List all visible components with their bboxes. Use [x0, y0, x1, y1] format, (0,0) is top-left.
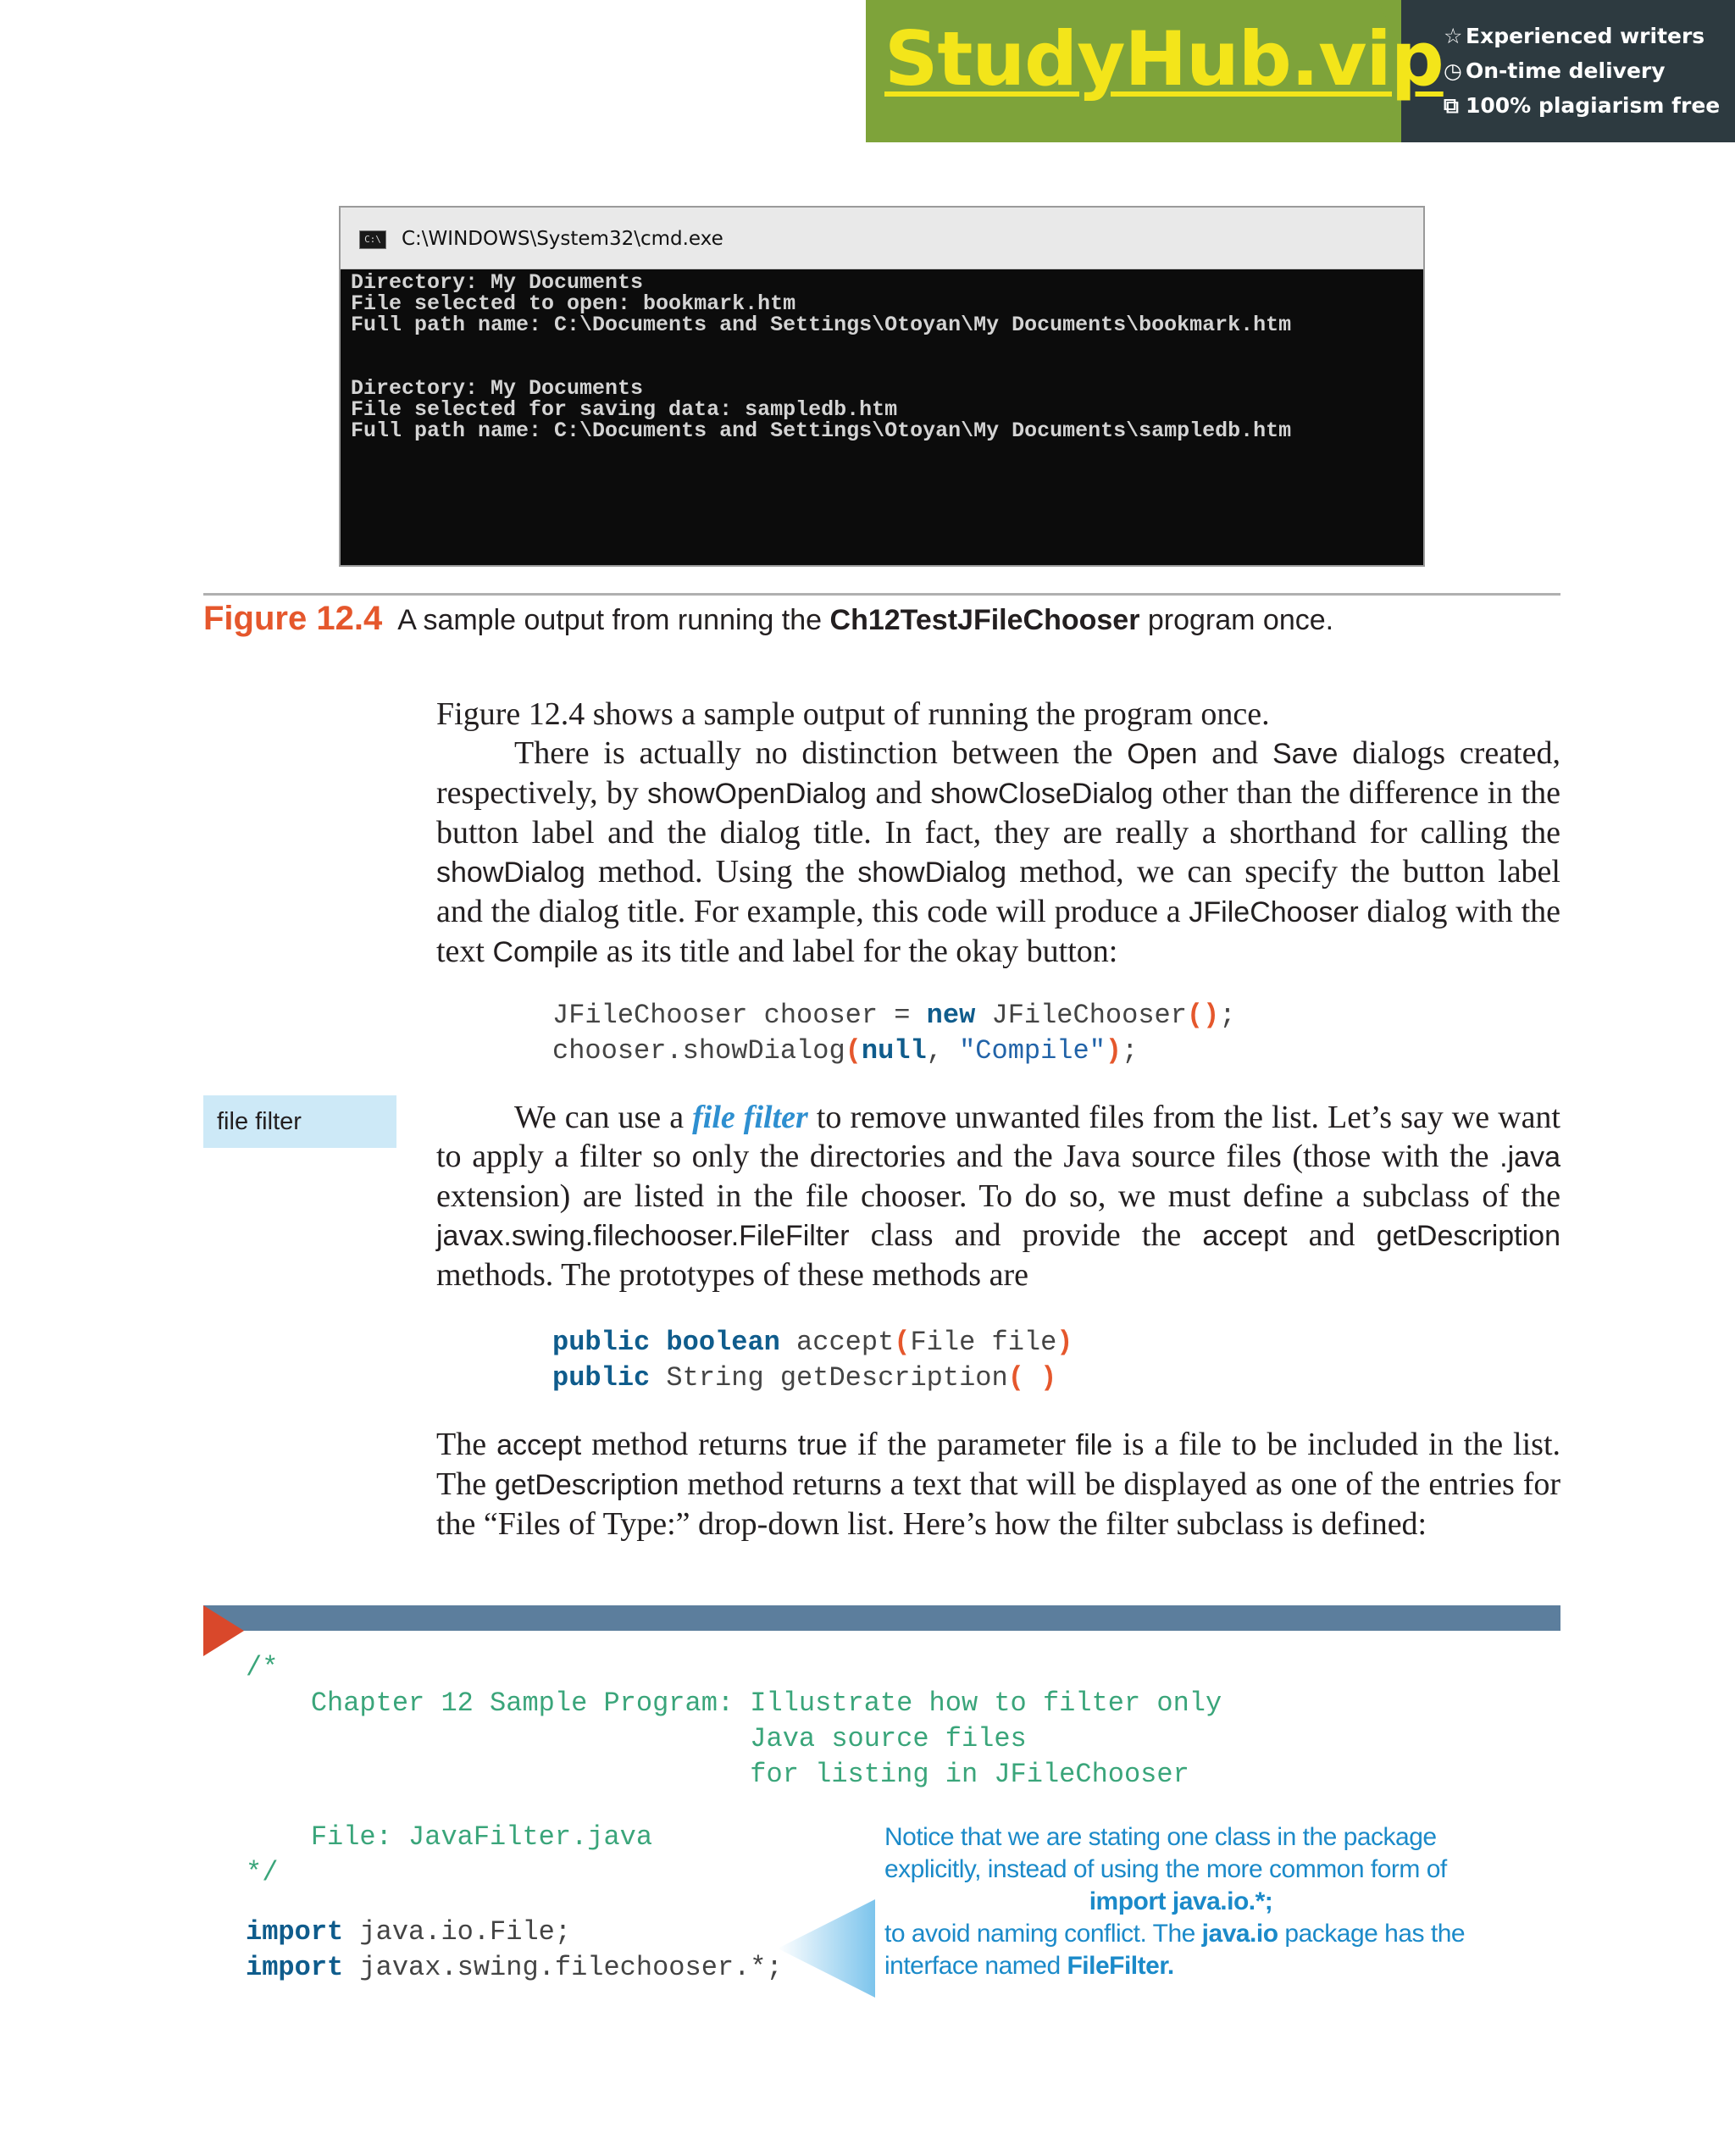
- console-icon: C:\: [359, 230, 386, 249]
- star-icon: ☆: [1444, 24, 1463, 48]
- paragraph-intro: Figure 12.4 shows a sample output of running the program once.: [436, 696, 1270, 732]
- paragraph-file-filter: We can use a file filter to remove unwanted files from the list. Let’s say we want to apply a filter so only the directories and the Java source files (those with the .java extension) are listed in the file chooser. To do so, we must define a subclass of the javax.swing.filechooser.FileFilter class and provide the accept and getDescription methods. The prototypes of these methods are: [436, 1100, 1560, 1293]
- term-file-filter: file filter: [692, 1100, 808, 1135]
- code-snippet-prototypes: [552, 1325, 1073, 1396]
- console-title-bar: [341, 208, 1423, 269]
- code-line: public String getDescription( ): [552, 1362, 1057, 1394]
- code-line: chooser.showDialog(null, "Compile");: [552, 1035, 1139, 1067]
- program-marker-triangle: [203, 1605, 244, 1656]
- paragraph-dialogs: There is actually no distinction between the Open and Save dialogs created, respectively, by showOpenDialog and showCloseDialog other than the difference in the button label and the dialog title. In fact, they are really a shorthand for calling the showDialog method. Using the showDialog method, we can specify the button label and the dialog title. For example, this code will produce a JFileChooser dialog with the text Compile as its title and label for the okay button:: [436, 735, 1561, 969]
- program-imports: [246, 1915, 783, 1986]
- console-line: Directory: My Documents: [351, 376, 644, 401]
- paragraph-accept-method: The accept method returns true if the parameter file is a file to be included in the list. The getDescription method returns a text that will be displayed as one of the entries for the “Files of Type:” drop-down list. Here’s how the filter subclass is defined:: [436, 1427, 1561, 1542]
- console-line: Full path name: C:\Documents and Settings\Otoyan\My Documents\sampledb.htm: [351, 418, 1292, 443]
- console-line: File selected for saving data: sampledb.htm: [351, 397, 898, 422]
- console-output: [351, 272, 1291, 441]
- margin-note-file-filter: file filter: [203, 1095, 396, 1148]
- console-line: [351, 335, 1291, 357]
- comment-line: /*: [246, 1652, 279, 1683]
- clock-icon: ◷: [1444, 58, 1462, 83]
- comment-line: Chapter 12 Sample Program: Illustrate how to filter only: [246, 1688, 1222, 1719]
- feature-experienced-writers: ☆ Experienced writers: [1444, 24, 1705, 48]
- figure-divider: [203, 593, 1560, 596]
- console-line: Full path name: C:\Documents and Settings\Otoyan\My Documents\bookmark.htm: [351, 313, 1292, 337]
- comment-line: [246, 1793, 1222, 1820]
- import-line: import javax.swing.filechooser.*;: [246, 1952, 783, 1983]
- console-line: File selected to open: bookmark.htm: [351, 291, 796, 316]
- feature-plagiarism-free: ⧉ 100% plagiarism free: [1444, 93, 1721, 118]
- import-line: import java.io.File;: [246, 1916, 572, 1948]
- console-window: [339, 206, 1425, 567]
- code-snippet-showdialog: [552, 998, 1236, 1069]
- studyhub-logo[interactable]: StudyHub.vip: [884, 15, 1444, 103]
- copy-icon: ⧉: [1444, 93, 1459, 118]
- annotation-import-note: Notice that we are stating one class in the package explicitly, instead of using the more common form of import java.io.*; to avoid naming conflict. The java.io package has the interface named FileFilter.: [884, 1821, 1477, 1982]
- console-line: [351, 357, 1291, 378]
- annotation-arrow-icon: [778, 1898, 879, 1999]
- console-title: C:\WINDOWS\System32\cmd.exe: [402, 228, 723, 250]
- comment-line: File: JavaFilter.java: [246, 1821, 653, 1853]
- studyhub-banner[interactable]: [866, 0, 1735, 142]
- comment-line: Java source files: [246, 1723, 1027, 1754]
- comment-line: for listing in JFileChooser: [246, 1759, 1189, 1790]
- figure-program-name: Ch12TestJFileChooser: [829, 604, 1140, 636]
- console-line: Directory: My Documents: [351, 270, 644, 295]
- feature-on-time-delivery: ◷ On-time delivery: [1444, 58, 1666, 83]
- figure-caption: Figure 12.4 A sample output from running the Ch12TestJFileChooser program once.: [203, 600, 1334, 637]
- code-line: public boolean accept(File file): [552, 1327, 1073, 1358]
- annotation-import-code: import java.io.*;: [1089, 1887, 1273, 1915]
- figure-number: Figure 12.4: [203, 600, 383, 637]
- comment-line: */: [246, 1857, 279, 1888]
- program-header-bar: [203, 1605, 1560, 1631]
- code-line: JFileChooser chooser = new JFileChooser();: [552, 1000, 1236, 1031]
